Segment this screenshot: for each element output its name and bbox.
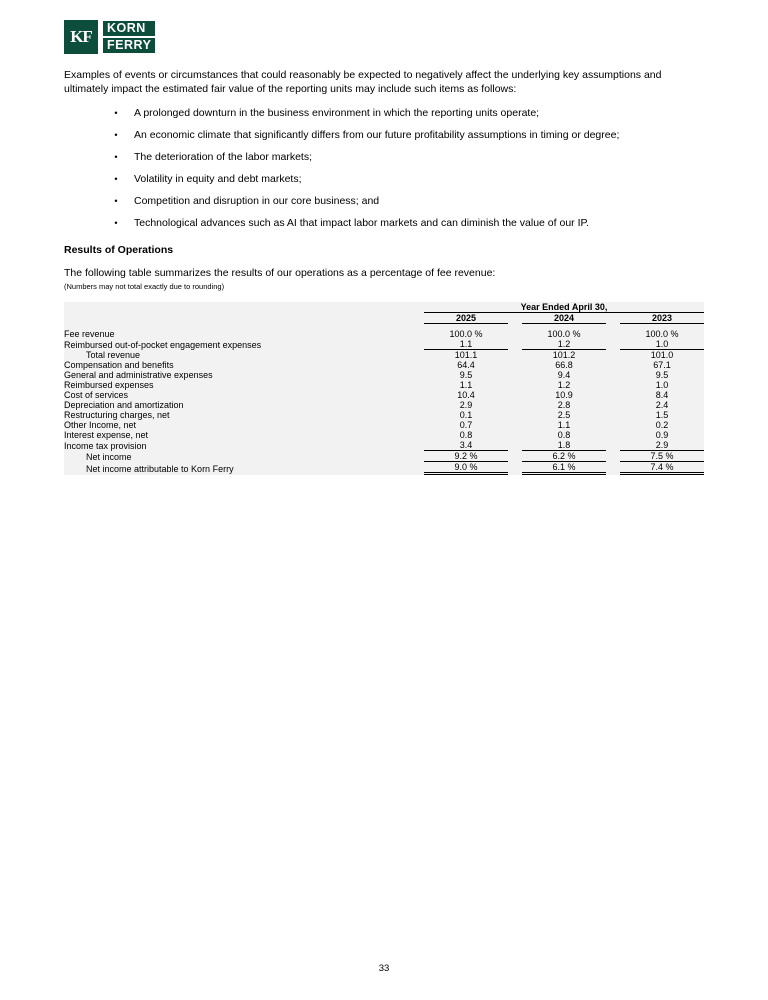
- row-value-2023: 0.2: [655, 420, 669, 430]
- logo-area: [64, 0, 704, 58]
- column-header-2023: 2023: [620, 313, 704, 324]
- list-item-text: The deterioration of the labor markets;: [134, 151, 313, 163]
- table-gap: [606, 430, 620, 440]
- table-gap: [606, 390, 620, 400]
- row-value-2025: 9.2 %: [424, 451, 508, 462]
- table-gap: [410, 370, 424, 380]
- table-gap: [606, 339, 620, 350]
- row-value-2024: 1.8: [522, 440, 606, 451]
- bullet-icon: •: [114, 152, 118, 162]
- row-label: Net income attributable to Korn Ferry: [86, 463, 234, 474]
- table-gap: [410, 360, 424, 370]
- list-item-text: An economic climate that significantly differs from our future profitability assumptions in timing or degree;: [134, 129, 620, 141]
- row-value-2023: 2.9: [620, 440, 704, 451]
- table-gap: [410, 410, 424, 420]
- bullet-list: [64, 106, 704, 230]
- table-gap: [410, 339, 424, 350]
- bullet-icon: •: [114, 108, 118, 118]
- row-value-2024: 0.8: [557, 430, 571, 440]
- list-item: [64, 106, 704, 120]
- row-label: Compensation and benefits: [64, 360, 174, 370]
- table-row: [64, 390, 704, 400]
- table-row: [64, 329, 704, 339]
- bullet-icon: •: [114, 218, 118, 228]
- row-value-2023: 9.5: [655, 370, 669, 380]
- table-gap: [410, 400, 424, 410]
- row-value-2023: 7.4 %: [620, 462, 704, 474]
- row-value-2024: 66.8: [555, 360, 573, 370]
- row-label: Total revenue: [86, 350, 141, 360]
- bullet-icon: •: [114, 130, 118, 140]
- results-of-operations-table: [64, 302, 704, 475]
- table-header-year-row: [64, 302, 704, 313]
- logo-line-1: KORN: [103, 21, 155, 36]
- row-value-2024: 100.0 %: [547, 329, 581, 339]
- table-gap: [410, 390, 424, 400]
- table-gap: [606, 400, 620, 410]
- table-gap: [410, 313, 424, 324]
- row-value-2025: 1.1: [459, 380, 473, 390]
- table-row: [64, 380, 704, 390]
- table-gap: [606, 350, 620, 361]
- bullet-icon: •: [114, 174, 118, 184]
- table-period-header: Year Ended April 30,: [424, 302, 704, 313]
- list-item: [64, 216, 704, 230]
- row-value-2025: 1.1: [424, 339, 508, 350]
- row-value-2025: 0.1: [459, 410, 473, 420]
- table-gap: [508, 339, 522, 350]
- row-value-2025: 2.9: [459, 400, 473, 410]
- table-gap: [410, 329, 424, 339]
- table-row: [64, 370, 704, 380]
- list-item: [64, 128, 704, 142]
- row-label: Net income: [86, 451, 132, 462]
- table-gap: [410, 462, 424, 474]
- row-value-2023: 8.4: [655, 390, 669, 400]
- section-paragraph: The following table summarizes the results of our operations as a percentage of fee revenue:: [64, 267, 496, 279]
- row-label: Income tax provision: [64, 440, 147, 451]
- row-label: Cost of services: [64, 390, 129, 400]
- table-gap: [606, 440, 620, 451]
- table-row: [64, 350, 704, 361]
- table-gap: [508, 451, 522, 462]
- section-heading: Results of Operations: [64, 244, 174, 256]
- table-row: [64, 420, 704, 430]
- rounding-note: (Numbers may not total exactly due to rounding): [64, 282, 225, 291]
- logo-line-2: FERRY: [103, 38, 155, 53]
- row-value-2023: 2.4: [655, 400, 669, 410]
- table-gap: [508, 313, 522, 324]
- table-gap: [606, 329, 620, 339]
- table-row: [64, 430, 704, 440]
- row-value-2024: 101.2: [552, 350, 576, 360]
- row-label: Other Income, net: [64, 420, 137, 430]
- row-value-2023: 0.9: [655, 430, 669, 440]
- table-gap: [410, 451, 424, 462]
- bullet-icon: •: [114, 196, 118, 206]
- table-gap: [508, 462, 522, 474]
- list-item: [64, 194, 704, 208]
- row-value-2023: 7.5 %: [620, 451, 704, 462]
- table-gap: [606, 313, 620, 324]
- table-gap: [410, 420, 424, 430]
- table-gap: [606, 360, 620, 370]
- korn-ferry-logo: [64, 20, 155, 54]
- row-value-2025: 10.4: [457, 390, 475, 400]
- table-gap: [410, 302, 424, 313]
- table-gap: [606, 370, 620, 380]
- row-value-2023: 1.5: [655, 410, 669, 420]
- row-value-2025: 101.1: [454, 350, 478, 360]
- table-gap: [508, 370, 522, 380]
- table-row: [64, 400, 704, 410]
- row-value-2024: 1.2: [522, 339, 606, 350]
- table-row: [64, 360, 704, 370]
- row-value-2023: 1.0: [620, 339, 704, 350]
- row-label: Reimbursed expenses: [64, 380, 154, 390]
- column-header-2024: 2024: [522, 313, 606, 324]
- table-gap: [606, 410, 620, 420]
- table-row: [64, 451, 704, 462]
- row-label: Interest expense, net: [64, 430, 149, 440]
- row-value-2025: 9.5: [459, 370, 473, 380]
- row-value-2024: 10.9: [555, 390, 573, 400]
- table-header-columns-row: [64, 313, 704, 324]
- table-gap: [606, 420, 620, 430]
- table-gap: [508, 430, 522, 440]
- logo-wordmark: [98, 20, 155, 54]
- page-number: 33: [378, 963, 390, 974]
- row-label: Restructuring charges, net: [64, 410, 170, 420]
- table-gap: [508, 400, 522, 410]
- table-gap: [508, 329, 522, 339]
- row-value-2023: 1.0: [655, 380, 669, 390]
- table-gap: [508, 350, 522, 361]
- row-value-2025: 64.4: [457, 360, 475, 370]
- row-value-2024: 2.8: [557, 400, 571, 410]
- table-gap: [606, 462, 620, 474]
- row-value-2024: 2.5: [557, 410, 571, 420]
- list-item-text: A prolonged downturn in the business environment in which the reporting units operate;: [134, 107, 540, 119]
- row-value-2024: 1.2: [557, 380, 571, 390]
- table-gap: [508, 410, 522, 420]
- list-item-text: Volatility in equity and debt markets;: [134, 173, 302, 185]
- table-gap: [410, 380, 424, 390]
- row-value-2024: 6.2 %: [522, 451, 606, 462]
- table-gap: [508, 390, 522, 400]
- table-gap: [508, 380, 522, 390]
- table-gap: [508, 420, 522, 430]
- intro-paragraph: Examples of events or circumstances that could reasonably be expected to negatively affect the underlying key assumptions and ultimately impact the estimated fair value of the reporting units may include such items as follows:: [64, 69, 662, 95]
- table-row: [64, 440, 704, 451]
- list-item-text: Competition and disruption in our core business; and: [134, 195, 380, 207]
- table-gap: [410, 440, 424, 451]
- row-value-2023: 67.1: [653, 360, 671, 370]
- row-value-2023: 100.0 %: [645, 329, 679, 339]
- table-gap: [508, 440, 522, 451]
- table-row: [64, 462, 704, 474]
- table-header-blank: [64, 302, 410, 313]
- row-label: General and administrative expenses: [64, 370, 213, 380]
- list-item-text: Technological advances such as AI that impact labor markets and can diminish the value of our IP.: [134, 217, 590, 229]
- row-value-2024: 6.1 %: [522, 462, 606, 474]
- row-label: Fee revenue: [64, 329, 115, 339]
- table-gap: [508, 360, 522, 370]
- table-row: [64, 339, 704, 350]
- row-value-2025: 9.0 %: [424, 462, 508, 474]
- row-value-2025: 100.0 %: [449, 329, 483, 339]
- row-value-2024: 1.1: [557, 420, 571, 430]
- table-gap: [606, 380, 620, 390]
- row-value-2025: 0.7: [459, 420, 473, 430]
- row-label: Depreciation and amortization: [64, 400, 184, 410]
- table-header-blank-2: [64, 313, 410, 324]
- row-label: Reimbursed out-of-pocket engagement expenses: [64, 339, 262, 350]
- table-gap: [410, 430, 424, 440]
- row-value-2024: 9.4: [557, 370, 571, 380]
- list-item: [64, 172, 704, 186]
- table-gap: [606, 451, 620, 462]
- list-item: [64, 150, 704, 164]
- row-value-2023: 101.0: [650, 350, 674, 360]
- logo-mark-icon: KF: [64, 20, 98, 54]
- row-value-2025: 3.4: [424, 440, 508, 451]
- column-header-2025: 2025: [424, 313, 508, 324]
- table-row: [64, 410, 704, 420]
- row-value-2025: 0.8: [459, 430, 473, 440]
- table-gap: [410, 350, 424, 361]
